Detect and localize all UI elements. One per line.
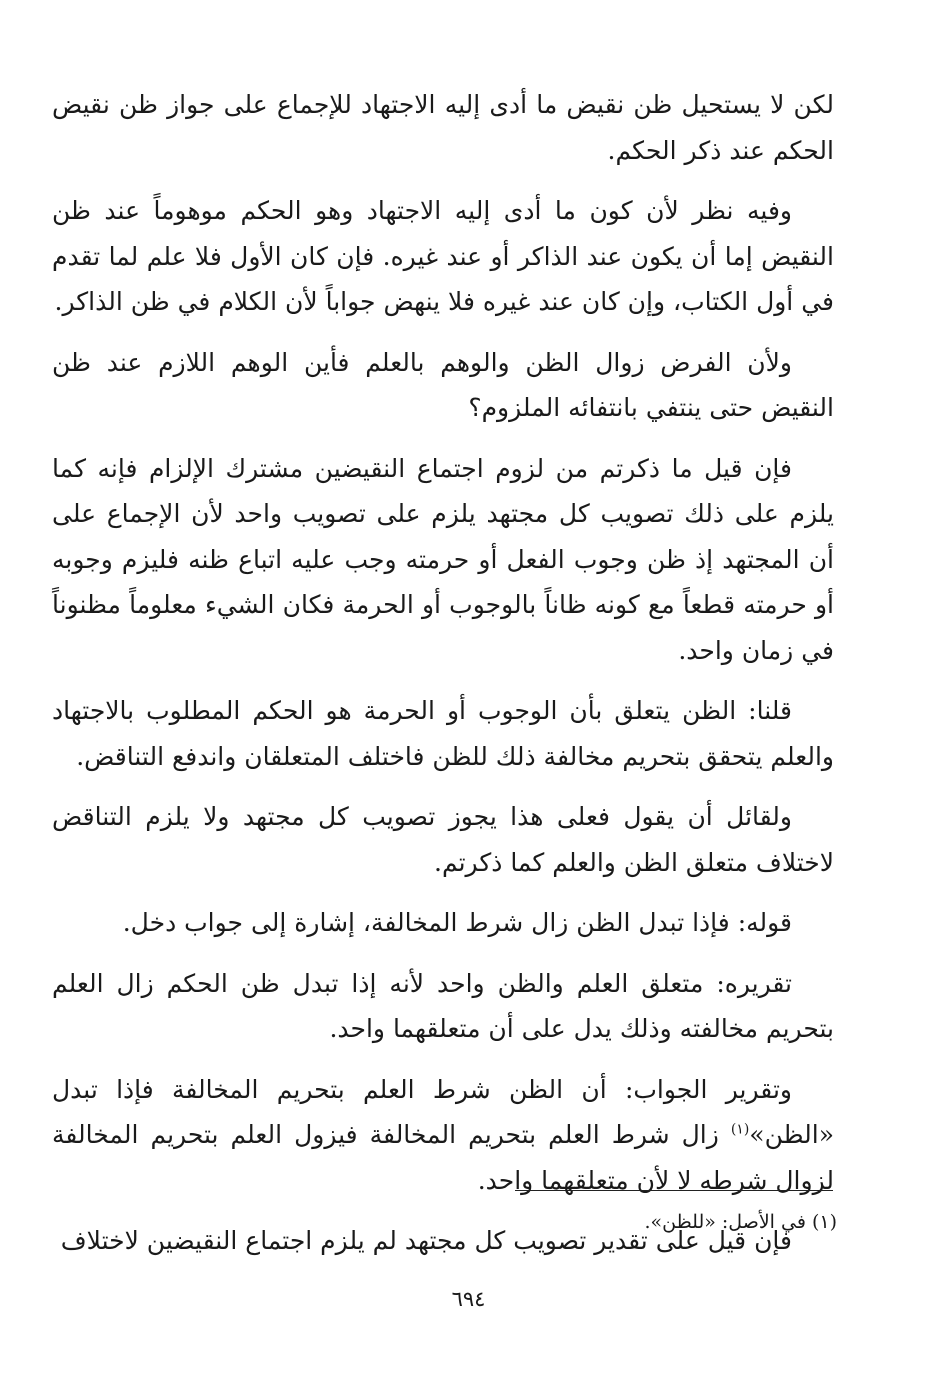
page-number: ٦٩٤ xyxy=(451,1287,486,1311)
paragraph: ولقائل أن يقول فعلى هذا يجوز تصويب كل مجتهد ولا يلزم التناقض لاختلاف متعلق الظن والعلم كما ذكرتم. xyxy=(52,802,834,877)
paragraph: قوله: فإذا تبدل الظن زال شرط المخالفة، إشارة إلى جواب دخل. xyxy=(122,908,792,937)
paragraph: تقريره: متعلق العلم والظن واحد لأنه إذا تبدل ظن الحكم زال العلم بتحريم مخالفته وذلك يدل على أن متعلقهما واحد. xyxy=(52,968,834,1043)
paragraph: قلنا: الظن يتعلق بأن الوجوب أو الحرمة هو الحكم المطلوب بالاجتهاد والعلم يتحقق بتحريم مخالفة ذلك للظن فاختلف المتعلقان واندفع التناقض. xyxy=(52,696,834,771)
paragraph: ولأن الفرض زوال الظن والوهم بالعلم فأين الوهم اللازم عند ظن النقيض حتى ينتفي بانتفائه الملزوم؟ xyxy=(52,347,834,422)
paragraph: فإن قيل ما ذكرتم من لزوم اجتماع النقيضين مشترك الإلزام فإنه كما يلزم على ذلك تصويب كل مجتهد يلزم على تصويب واحد لأن الإجماع على أن المجتهد إذ ظن وجوب الفعل أو حرمته وجب عليه اتباع ظنه فليزم وجوبه أو حرمته قطعاً مع كونه ظاناً بالوجوب أو الحرمة فكان الشيء معلوماً مظنوناً في زمان واحد. xyxy=(52,453,834,665)
footnote-divider xyxy=(515,1190,833,1191)
main-text xyxy=(52,82,834,1279)
footnote-marker: (١) xyxy=(730,1121,750,1138)
paragraph: فإن قيل على تقدير تصويب كل مجتهد لم يلزم اجتماع النقيضين لاختلاف xyxy=(60,1226,792,1255)
paragraph: وفيه نظر لأن كون ما أدى إليه الاجتهاد وهو الحكم موهوماً عند ظن النقيض إما أن يكون عند الذاكر أو عند غيره. فإن كان الأول فلا علم لما تقدم في أول الكتاب، وإن كان عند غيره فلا ينهض جواباً لأن الكلام في ظن الذاكر. xyxy=(52,196,834,316)
paragraph-with-footnote-ref xyxy=(52,1067,834,1204)
paragraph-text: وتقرير الجواب: أن الظن شرط العلم بتحريم المخالفة فإذا تبدل «الظن» xyxy=(52,1074,834,1149)
paragraph: لكن لا يستحيل ظن نقيض ما أدى إليه الاجتهاد للإجماع على جواز ظن نقيض الحكم عند ذكر الحكم. xyxy=(52,90,834,165)
footnote: (١) في الأصل: «للظن». xyxy=(644,1211,837,1233)
paragraph-text: زال شرط العلم بتحريم المخالفة فيزول العلم بتحريم المخالفة لزوال شرطه لا لأن متعلقهما واحد. xyxy=(52,1120,834,1195)
